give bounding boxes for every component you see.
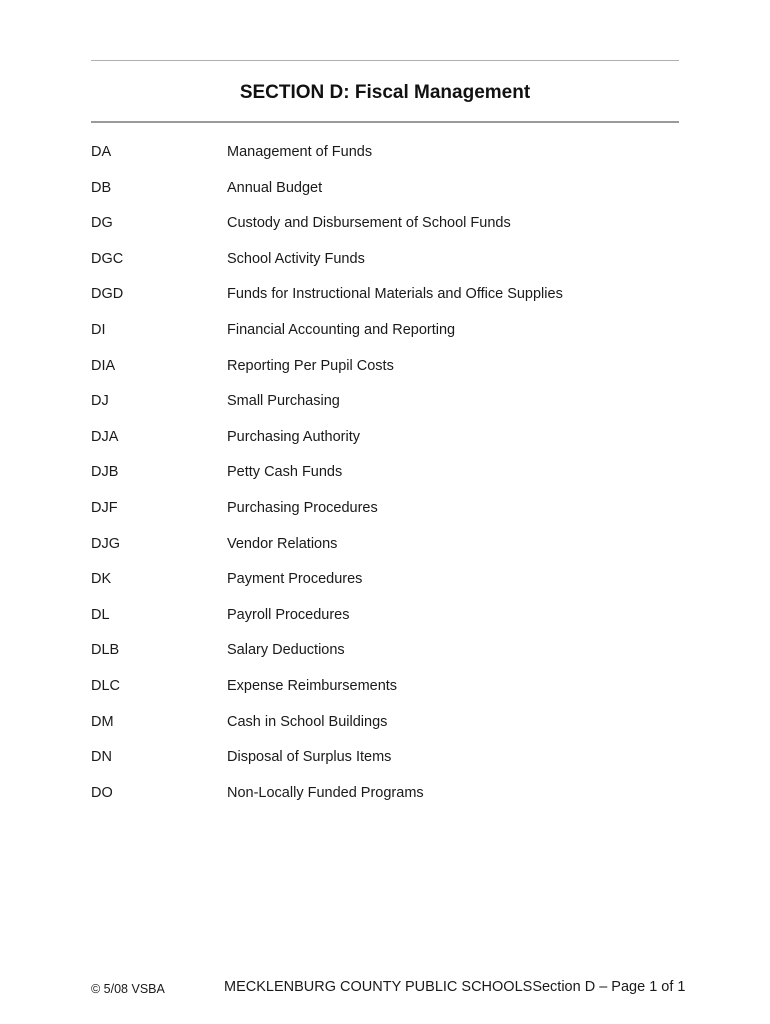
- policy-code: DLB: [91, 642, 120, 659]
- policy-title: Payment Procedures: [227, 571, 363, 588]
- policy-title: Vendor Relations: [227, 535, 338, 552]
- policy-code: DGD: [91, 286, 124, 303]
- policy-row: [91, 426, 679, 462]
- policy-code: DK: [91, 571, 112, 588]
- policy-row: [91, 248, 679, 284]
- policy-title: Cash in School Buildings: [227, 713, 388, 730]
- policy-code: DJA: [91, 428, 119, 445]
- policy-code: DG: [91, 215, 113, 232]
- policy-title: Payroll Procedures: [227, 606, 350, 623]
- policy-row: [91, 355, 679, 391]
- policy-row: [91, 283, 679, 319]
- policy-code: DI: [91, 321, 106, 338]
- policy-code: DGC: [91, 250, 124, 267]
- top-divider: [91, 60, 679, 61]
- title-divider: [91, 121, 679, 123]
- policy-row: [91, 212, 679, 248]
- policy-code: DJG: [91, 535, 120, 552]
- policy-row: [91, 746, 679, 782]
- policy-code: DO: [91, 784, 113, 801]
- policy-list: [91, 141, 679, 817]
- policy-title: Salary Deductions: [227, 642, 345, 659]
- policy-code: DJF: [91, 499, 118, 516]
- policy-code: DB: [91, 179, 112, 196]
- policy-row: [91, 533, 679, 569]
- policy-code: DL: [91, 606, 110, 623]
- policy-row: [91, 604, 679, 640]
- policy-row: [91, 177, 679, 213]
- policy-code: DLC: [91, 677, 121, 694]
- policy-title: Custody and Disbursement of School Funds: [227, 215, 511, 232]
- policy-title: Purchasing Procedures: [227, 499, 378, 516]
- policy-row: [91, 141, 679, 177]
- policy-title: Disposal of Surplus Items: [227, 749, 392, 766]
- policy-title: Financial Accounting and Reporting: [227, 321, 456, 338]
- footer-page-info: MECKLENBURG COUNTY PUBLIC SCHOOLSSection D – Page 1 of 1: [224, 979, 686, 995]
- policy-title: Expense Reimbursements: [227, 677, 398, 694]
- policy-row: [91, 319, 679, 355]
- policy-title: Reporting Per Pupil Costs: [227, 357, 394, 374]
- policy-code: DN: [91, 749, 112, 766]
- policy-title: School Activity Funds: [227, 250, 365, 267]
- policy-title: Non-Locally Funded Programs: [227, 784, 424, 801]
- policy-title: Funds for Instructional Materials and Office Supplies: [227, 286, 563, 303]
- policy-title: Annual Budget: [227, 179, 323, 196]
- policy-row: [91, 497, 679, 533]
- policy-code: DJB: [91, 464, 119, 481]
- policy-row: [91, 711, 679, 747]
- footer-copyright: © 5/08 VSBA: [91, 982, 165, 996]
- policy-title: Purchasing Authority: [227, 428, 360, 445]
- policy-title: Management of Funds: [227, 144, 373, 160]
- policy-row: [91, 390, 679, 426]
- policy-row: [91, 675, 679, 711]
- policy-row: [91, 639, 679, 675]
- policy-row: [91, 568, 679, 604]
- policy-code: DIA: [91, 357, 116, 374]
- page-title: SECTION D: Fiscal Management: [239, 82, 531, 103]
- policy-code: DM: [91, 713, 114, 730]
- policy-code: DA: [91, 144, 112, 160]
- policy-code: DJ: [91, 393, 109, 410]
- policy-title: Small Purchasing: [227, 393, 340, 410]
- policy-row: [91, 782, 679, 818]
- policy-row: [91, 461, 679, 497]
- policy-title: Petty Cash Funds: [227, 464, 343, 481]
